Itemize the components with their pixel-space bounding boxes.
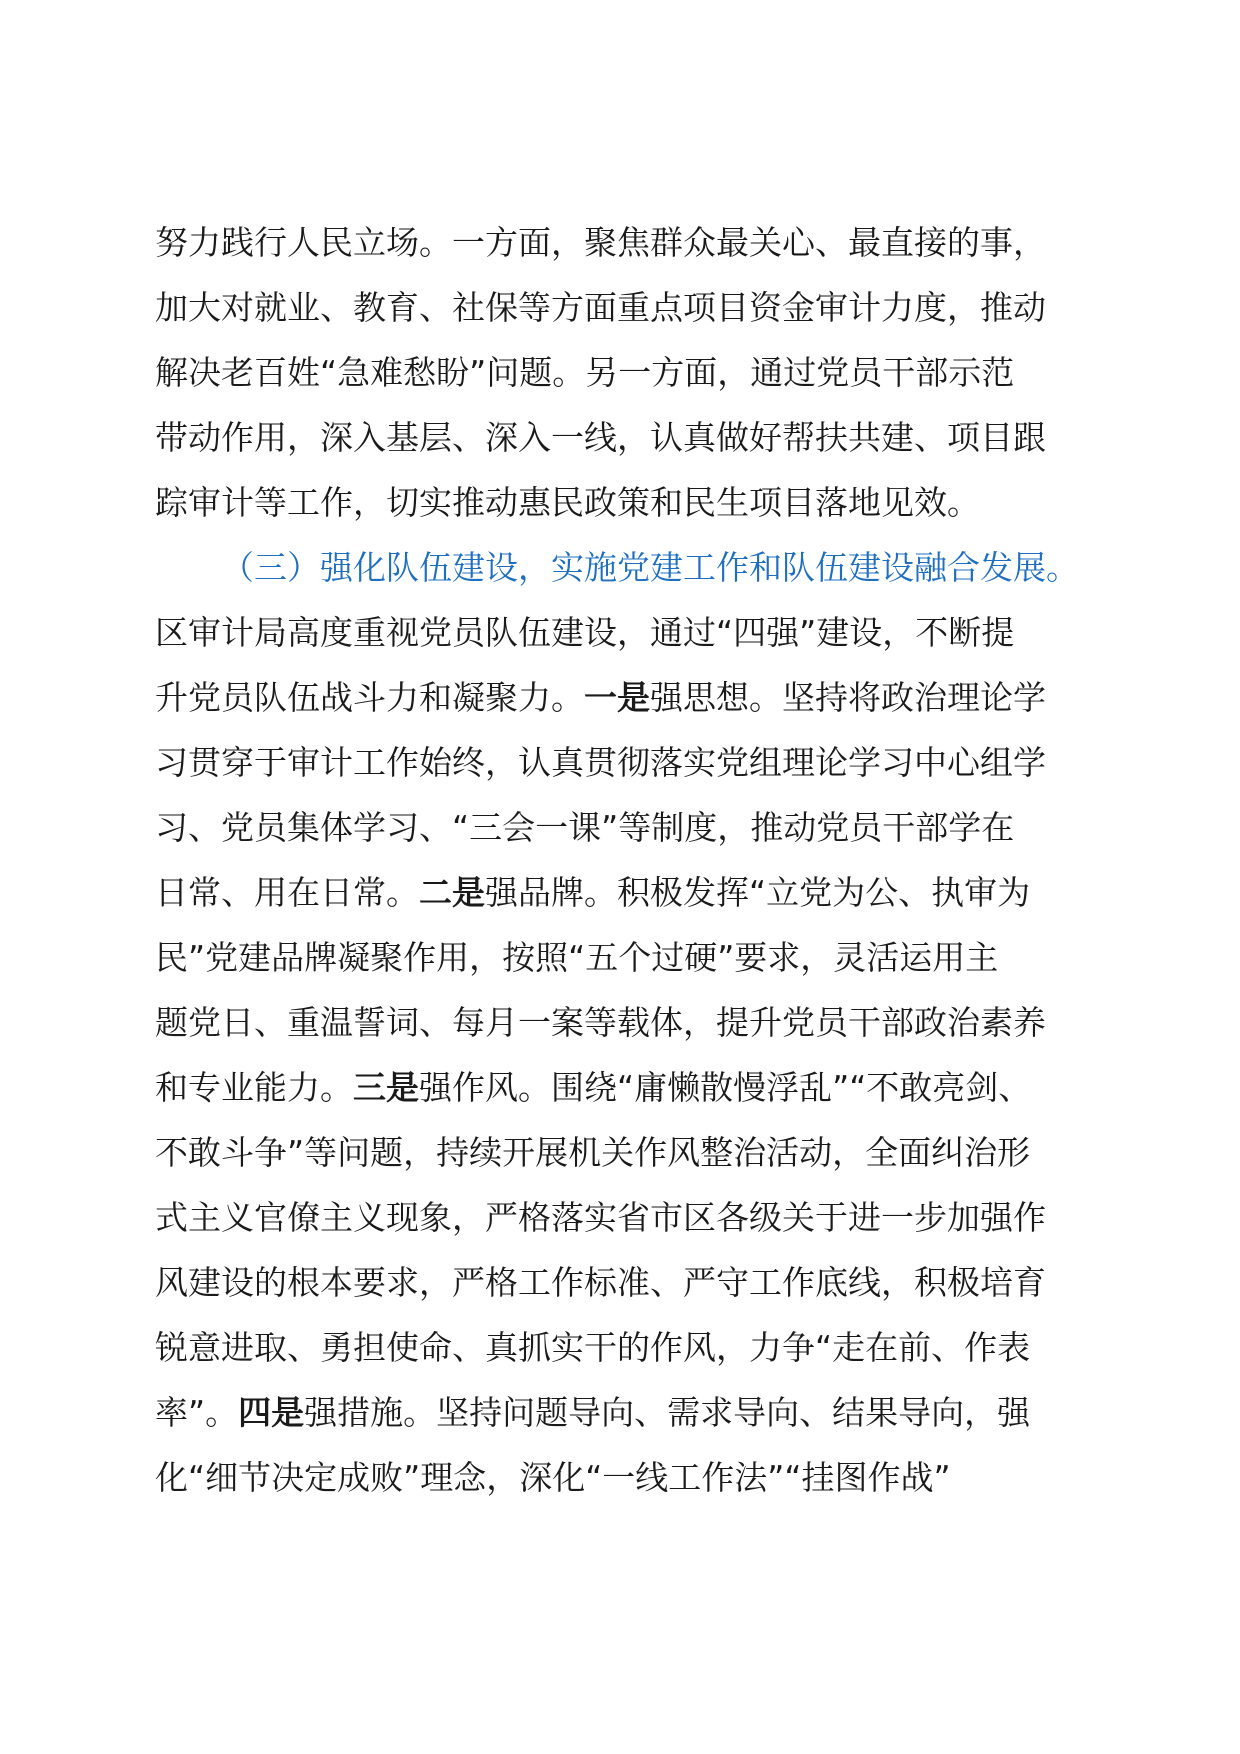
paragraph-line: 带动作用，深入基层、深入一线，认真做好帮扶共建、项目跟: [155, 418, 1046, 457]
text-run: 强品牌。积极发挥“立党为公、执审为: [485, 873, 1031, 912]
text-run: 强思想。坚持将政治理论学: [650, 678, 1046, 717]
paragraph-line: 踪审计等工作，切实推动惠民政策和民生项目落地见效。: [155, 483, 980, 522]
paragraph-line: 锐意进取、勇担使命、真抓实干的作风，力争“走在前、作表: [155, 1328, 1031, 1367]
text-run: 强措施。坚持问题导向、需求导向、结果导向，强: [304, 1393, 1031, 1432]
paragraph-line: 不敢斗争”等问题，持续开展机关作风整治活动，全面纠治形: [155, 1133, 1031, 1172]
paragraph-line: 习贯穿于审计工作始终，认真贯彻落实党组理论学习中心组学: [155, 743, 1046, 782]
text-run: 和专业能力。: [155, 1068, 353, 1107]
paragraph-line: 化“细节决定成败”理念，深化“一线工作法”“挂图作战”: [155, 1458, 951, 1497]
text-run: 日常、用在日常。: [155, 873, 419, 912]
paragraph-line: 努力践行人民立场。一方面，聚焦群众最关心、最直接的事，: [155, 223, 1046, 262]
document-page: [155, 210, 1085, 1510]
paragraph-line: 区审计局高度重视党员队伍建设，通过“四强”建设，不断提: [155, 613, 1015, 652]
bold-marker: 一是: [584, 678, 650, 717]
paragraph-line: 习、党员集体学习、“三会一课”等制度，推动党员干部学在: [155, 808, 1015, 847]
section-heading: （三）强化队伍建设，实施党建工作和队伍建设融合发展。: [221, 548, 1079, 587]
text-run: 强作风。围绕“庸懒散慢浮乱”“不敢亮剑、: [419, 1068, 1032, 1107]
paragraph-line: [155, 1055, 1085, 1120]
bold-marker: 三是: [353, 1068, 419, 1107]
text-run: 升党员队伍战斗力和凝聚力。: [155, 678, 584, 717]
paragraph-line: [155, 860, 1085, 925]
paragraph-line: 式主义官僚主义现象，严格落实省市区各级关于进一步加强作: [155, 1198, 1046, 1237]
bold-marker: 四是: [238, 1393, 305, 1432]
paragraph-line: 风建设的根本要求，严格工作标准、严守工作底线，积极培育: [155, 1263, 1046, 1302]
paragraph-line: 民”党建品牌凝聚作用，按照“五个过硬”要求，灵活运用主: [155, 938, 999, 977]
paragraph-line: 解决老百姓“急难愁盼”问题。另一方面，通过党员干部示范: [155, 353, 1015, 392]
bold-marker: 二是: [419, 873, 485, 912]
text-run: 率”。: [155, 1393, 239, 1432]
paragraph-line: 加大对就业、教育、社保等方面重点项目资金审计力度，推动: [155, 288, 1046, 327]
paragraph-line: 题党日、重温誓词、每月一案等载体，提升党员干部政治素养: [155, 1003, 1046, 1042]
paragraph-line: [155, 1380, 1085, 1445]
paragraph-line: [155, 665, 1085, 730]
